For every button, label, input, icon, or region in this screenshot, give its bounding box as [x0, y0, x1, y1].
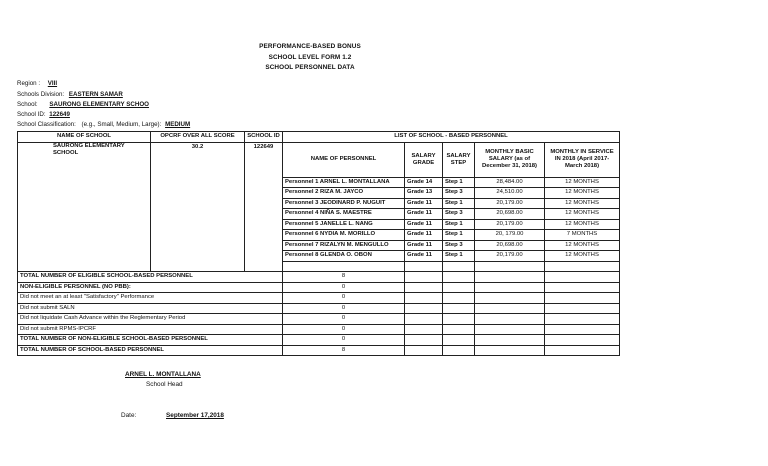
summary-row	[18, 282, 620, 293]
col-school-name: NAME OF SCHOOL	[18, 132, 151, 143]
personnel-monthly-salary: 28,484.00	[475, 177, 545, 188]
school-name-cell: SAURONG ELEMENTARY SCHOOL	[18, 142, 151, 272]
summary-label: TOTAL NUMBER OF SCHOOL-BASED PERSONNEL	[18, 345, 283, 356]
summary-empty-cell	[475, 272, 545, 283]
summary-empty-cell	[475, 324, 545, 335]
signatory-title: School Head	[146, 381, 183, 388]
summary-row	[18, 335, 620, 346]
table-subheader-row	[18, 142, 620, 177]
summary-empty-cell	[405, 282, 443, 293]
personnel-salary-step: Step 3	[443, 240, 475, 251]
personnel-monthly-salary: 20, 179.00	[475, 230, 545, 241]
form-section-title: SCHOOL PERSONNEL DATA	[265, 64, 355, 71]
summary-row	[18, 324, 620, 335]
personnel-salary-step: Step 1	[443, 177, 475, 188]
summary-empty-cell	[405, 303, 443, 314]
col-opcrf: OPCRF OVER ALL SCORE	[151, 132, 245, 143]
personnel-salary-step: Step 1	[443, 230, 475, 241]
summary-value: 8	[283, 345, 405, 356]
personnel-salary-grade: Grade 11	[405, 209, 443, 220]
form-subtitle: SCHOOL LEVEL FORM 1.2	[268, 54, 352, 61]
personnel-salary-grade: Grade 11	[405, 219, 443, 230]
personnel-months-service: 12 MONTHS	[545, 251, 620, 262]
summary-empty-cell	[405, 272, 443, 283]
col-school-id: SCHOOL ID	[245, 132, 283, 143]
summary-empty-cell	[443, 335, 475, 346]
summary-empty-cell	[405, 314, 443, 325]
summary-label: Did not liquidate Cash Advance within the Reglementary Period	[18, 314, 283, 325]
signatory-name: ARNEL L. MONTALLANA	[125, 371, 201, 378]
summary-empty-cell	[545, 345, 620, 356]
personnel-monthly-salary: 20,179.00	[475, 219, 545, 230]
personnel-monthly-salary: 20,179.00	[475, 251, 545, 262]
opcrf-cell: 30.2	[151, 142, 245, 272]
summary-value: 0	[283, 324, 405, 335]
region-label: Region :	[17, 80, 41, 87]
personnel-name: Personnel 6 NYDIA M. MORILLO	[283, 230, 405, 241]
personnel-monthly-salary: 20,179.00	[475, 198, 545, 209]
summary-label: Did not meet an at least "Satisfactory" Performance	[18, 293, 283, 304]
school-value: SAURONG ELEMENTARY SCHOO	[49, 101, 149, 108]
summary-empty-cell	[475, 314, 545, 325]
summary-value: 0	[283, 282, 405, 293]
summary-empty-cell	[545, 282, 620, 293]
division-value: EASTERN SAMAR	[68, 91, 123, 98]
personnel-salary-step: Step 1	[443, 198, 475, 209]
school-id-value: 122649	[49, 111, 70, 118]
region-line	[17, 80, 57, 87]
summary-value: 0	[283, 293, 405, 304]
summary-label: TOTAL NUMBER OF NON-ELIGIBLE SCHOOL-BASED PERSONNEL	[18, 335, 283, 346]
school-id-line	[17, 111, 70, 118]
personnel-months-service: 12 MONTHS	[545, 198, 620, 209]
school-id-label: School ID:	[17, 111, 46, 118]
school-label: School:	[17, 101, 38, 108]
summary-empty-cell	[443, 293, 475, 304]
personnel-monthly-salary: 20,698.00	[475, 209, 545, 220]
school-id-cell: 122649	[245, 142, 283, 272]
personnel-salary-grade: Grade 14	[405, 177, 443, 188]
summary-empty-cell	[443, 303, 475, 314]
date-value: September 17,2018	[166, 412, 224, 419]
summary-empty-cell	[475, 282, 545, 293]
sub-salary-step: SALARY STEP	[443, 142, 475, 177]
classification-label: School Classification:	[17, 121, 76, 128]
personnel-name: Personnel 4 NIÑA S. MAESTRE	[283, 209, 405, 220]
blank-cell	[443, 261, 475, 272]
summary-empty-cell	[443, 324, 475, 335]
table-header-row	[18, 132, 620, 143]
personnel-salary-grade: Grade 13	[405, 188, 443, 199]
blank-cell	[475, 261, 545, 272]
personnel-salary-grade: Grade 11	[405, 198, 443, 209]
summary-empty-cell	[405, 345, 443, 356]
summary-empty-cell	[545, 335, 620, 346]
division-label: Schools Division:	[17, 91, 65, 98]
summary-label: Did not submit RPMS-IPCRF	[18, 324, 283, 335]
summary-label: TOTAL NUMBER OF ELIGIBLE SCHOOL-BASED PERSONNEL	[18, 272, 283, 283]
summary-empty-cell	[443, 272, 475, 283]
summary-empty-cell	[545, 324, 620, 335]
personnel-name: Personnel 7 RIZALYN M. MENGULLO	[283, 240, 405, 251]
personnel-months-service: 12 MONTHS	[545, 177, 620, 188]
personnel-salary-step: Step 3	[443, 209, 475, 220]
blank-cell	[405, 261, 443, 272]
personnel-months-service: 12 MONTHS	[545, 188, 620, 199]
personnel-name: Personnel 1 ARNEL L. MONTALLANA	[283, 177, 405, 188]
form-title: PERFORMANCE-BASED BONUS	[259, 43, 361, 50]
personnel-months-service: 12 MONTHS	[545, 240, 620, 251]
blank-cell	[283, 261, 405, 272]
personnel-salary-step: Step 3	[443, 188, 475, 199]
blank-cell	[545, 261, 620, 272]
summary-row	[18, 345, 620, 356]
sub-name-personnel: NAME OF PERSONNEL	[283, 142, 405, 177]
summary-empty-cell	[405, 293, 443, 304]
summary-empty-cell	[545, 272, 620, 283]
summary-empty-cell	[545, 314, 620, 325]
summary-row	[18, 272, 620, 283]
summary-row	[18, 314, 620, 325]
personnel-salary-step: Step 1	[443, 219, 475, 230]
sub-months-service: MONTHLY IN SERVICE IN 2018 (April 2017-March 2018)	[545, 142, 620, 177]
sub-monthly-salary: MONTHLY BASIC SALARY (as of December 31, 2018)	[475, 142, 545, 177]
summary-empty-cell	[405, 324, 443, 335]
summary-label: NON-ELIGIBLE PERSONNEL (NO PBB):	[18, 282, 283, 293]
summary-label: Did not submit SALN	[18, 303, 283, 314]
personnel-name: Personnel 5 JANELLE L. NANG	[283, 219, 405, 230]
summary-value: 0	[283, 335, 405, 346]
summary-empty-cell	[475, 345, 545, 356]
summary-empty-cell	[475, 335, 545, 346]
personnel-salary-grade: Grade 11	[405, 230, 443, 241]
summary-empty-cell	[545, 293, 620, 304]
summary-empty-cell	[443, 314, 475, 325]
personnel-name: Personnel 3 JEODINARD P. NUGUIT	[283, 198, 405, 209]
summary-empty-cell	[475, 293, 545, 304]
personnel-months-service: 12 MONTHS	[545, 219, 620, 230]
personnel-name: Personnel 8 GLENDA O. OBON	[283, 251, 405, 262]
summary-row	[18, 303, 620, 314]
classification-value: MEDIUM	[165, 121, 191, 128]
personnel-salary-grade: Grade 11	[405, 240, 443, 251]
summary-value: 8	[283, 272, 405, 283]
personnel-monthly-salary: 20,698.00	[475, 240, 545, 251]
personnel-months-service: 7 MONTHS	[545, 230, 620, 241]
summary-empty-cell	[443, 282, 475, 293]
personnel-salary-step: Step 1	[443, 251, 475, 262]
school-line	[17, 101, 149, 108]
summary-empty-cell	[545, 303, 620, 314]
summary-empty-cell	[475, 303, 545, 314]
classification-line	[17, 121, 190, 128]
region-value: VIII	[47, 80, 58, 87]
classification-hint: (e.g., Small, Medium, Large):	[81, 121, 162, 128]
personnel-months-service: 12 MONTHS	[545, 209, 620, 220]
sub-salary-grade: SALARY GRADE	[405, 142, 443, 177]
summary-row	[18, 293, 620, 304]
col-personnel-list: LIST OF SCHOOL - BASED PERSONNEL	[283, 132, 620, 143]
summary-empty-cell	[405, 335, 443, 346]
summary-empty-cell	[443, 345, 475, 356]
division-line	[17, 91, 123, 98]
personnel-table	[17, 131, 620, 356]
date-label: Date:	[121, 412, 137, 419]
personnel-salary-grade: Grade 11	[405, 251, 443, 262]
summary-value: 0	[283, 303, 405, 314]
personnel-monthly-salary: 24,510.00	[475, 188, 545, 199]
summary-value: 0	[283, 314, 405, 325]
personnel-name: Personnel 2 RIZA M. JAYCO	[283, 188, 405, 199]
